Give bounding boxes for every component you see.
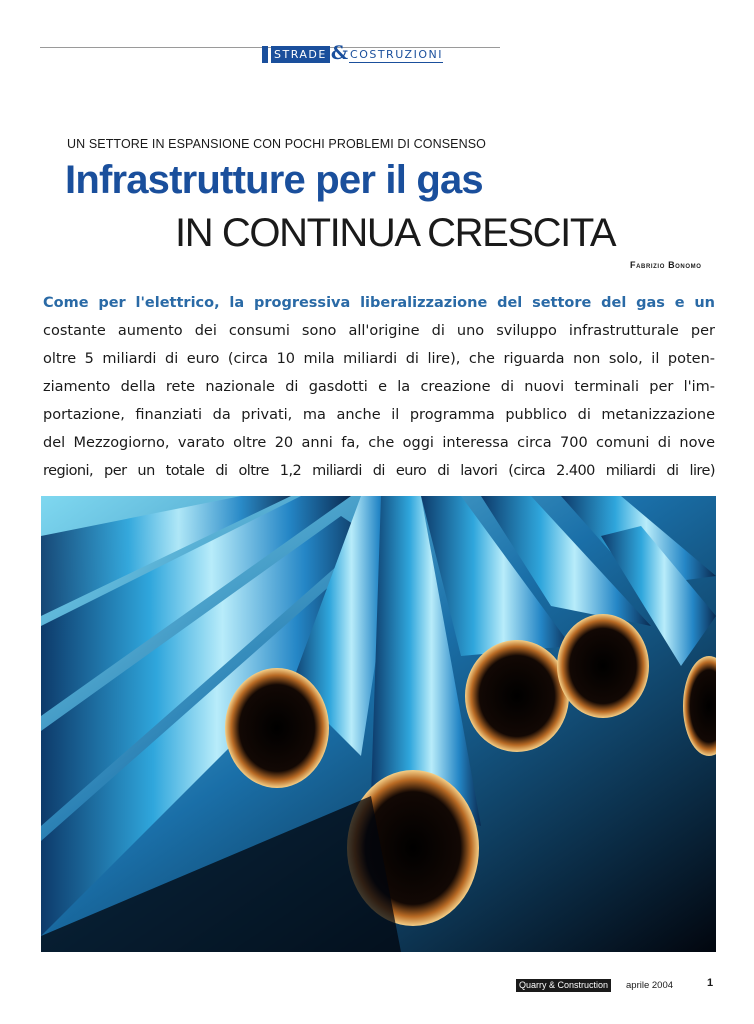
section-tab <box>262 42 443 64</box>
pipes-illustration <box>41 496 716 952</box>
lead-line: regioni, per un totale di oltre 1,2 miliardi di euro di lavori (circa 2.400 miliardi di lire) <box>43 463 715 479</box>
section-label-costruzioni: COSTRUZIONI <box>350 48 443 61</box>
lead-line: del Mezzogiorno, varato oltre 20 anni fa, che oggi interessa circa 700 comuni di nove <box>43 435 715 451</box>
article-lead <box>43 289 715 485</box>
pipes-photo <box>41 496 716 952</box>
lead-line: portazione, finanziati da privati, ma anche il programma pubblico di metanizzazione <box>43 407 715 423</box>
footer-magazine: Quarry & Construction <box>516 979 611 992</box>
lead-line: ziamento della rete nazionale di gasdotti e la creazione di nuovi terminali per l'im- <box>43 379 715 395</box>
section-tab-bar <box>262 46 268 63</box>
page-number: 1 <box>707 977 714 989</box>
article-kicker: UN SETTORE IN ESPANSIONE CON POCHI PROBLEMI DI CONSENSO <box>67 137 486 151</box>
lead-line: Come per l'elettrico, la progressiva liberalizzazione del settore del gas e un <box>43 295 715 311</box>
lead-line: oltre 5 miliardi di euro (circa 10 mila miliardi di lire), che riguarda non solo, il poten- <box>43 351 715 367</box>
article-title: Infrastrutture per il gas <box>65 158 483 202</box>
section-label-ampersand: & <box>330 42 349 64</box>
article-author: Fabrizio Bonomo <box>630 260 702 270</box>
lead-line: costante aumento dei consumi sono all'origine di uno sviluppo infrastrutturale per <box>43 323 715 339</box>
footer-date: aprile 2004 <box>626 980 674 991</box>
section-label-strade: STRADE <box>271 46 330 63</box>
article-subtitle: IN CONTINUA CRESCITA <box>175 211 616 255</box>
